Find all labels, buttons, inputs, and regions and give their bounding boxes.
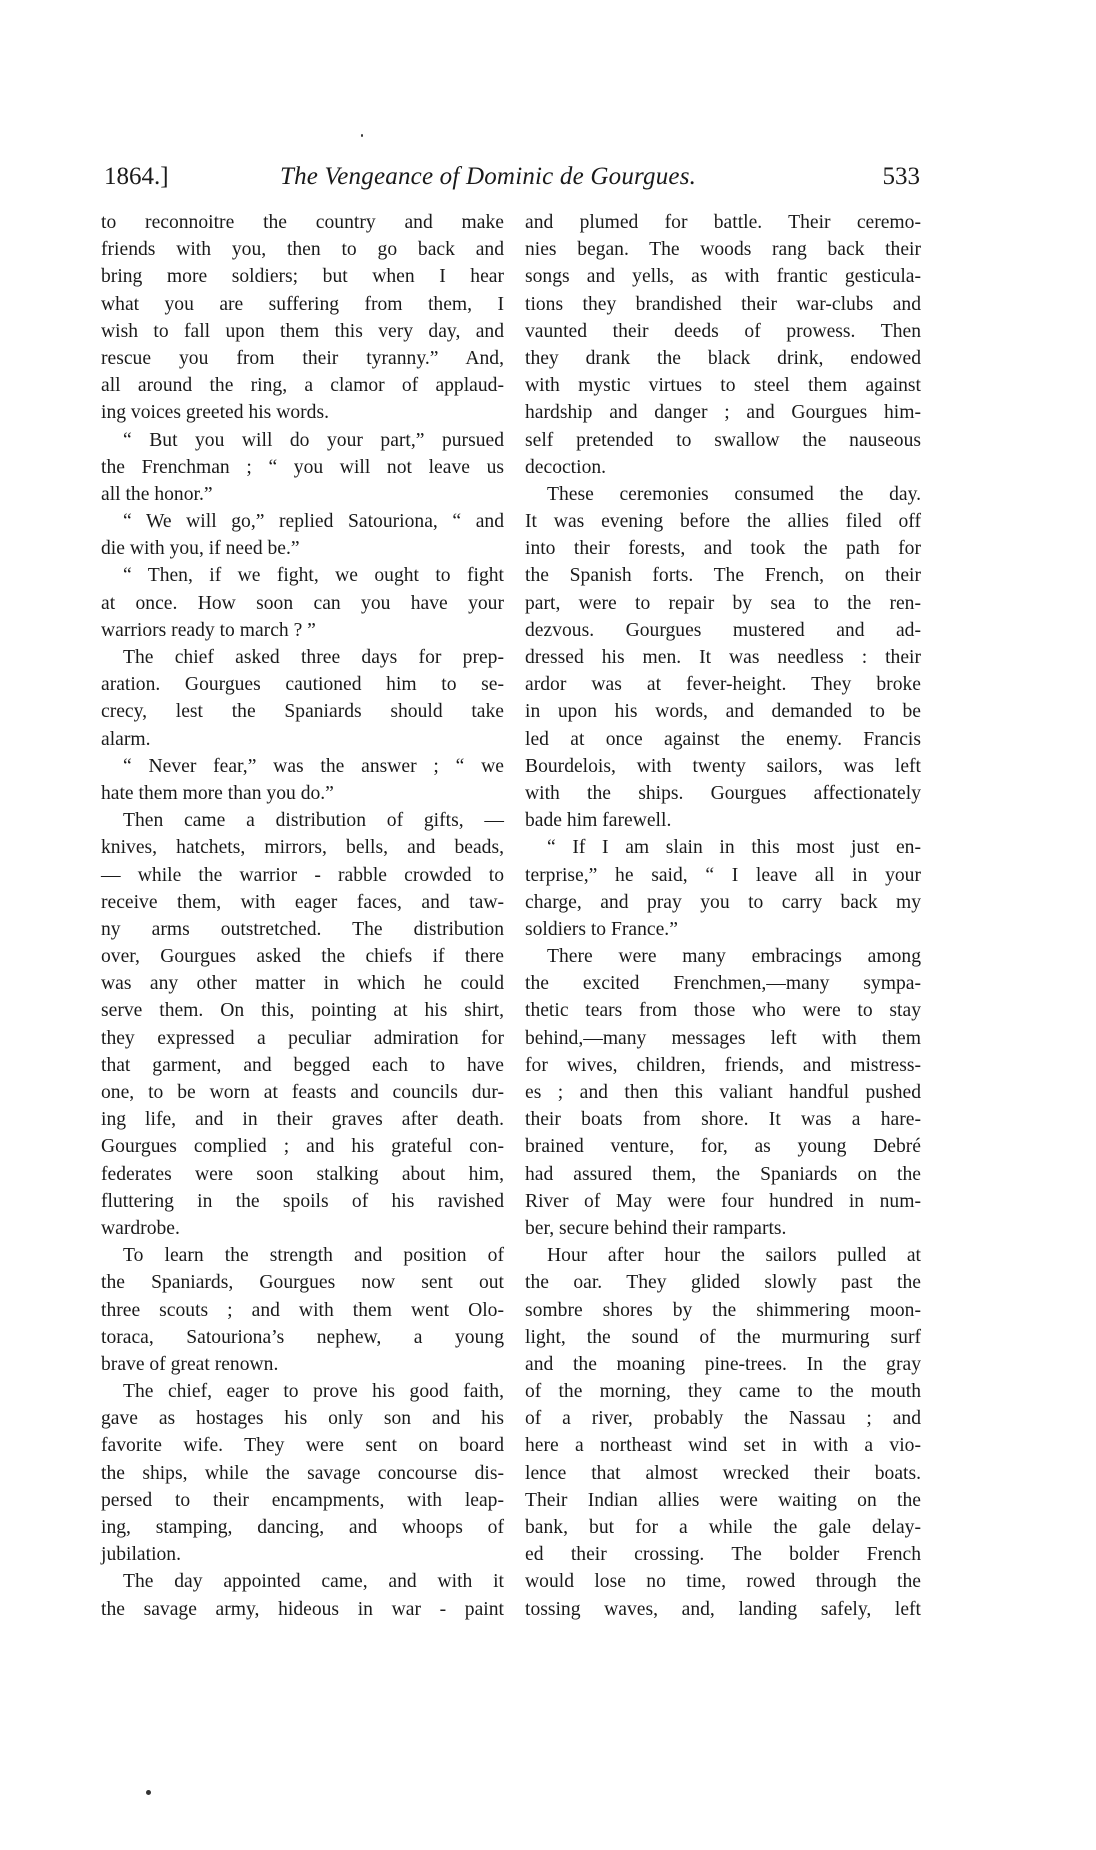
text-line: the Frenchman ; “ you will not leave us — [101, 456, 504, 478]
paragraph — [101, 753, 504, 807]
paragraph — [525, 834, 921, 943]
text-line: It was evening before the allies filed off — [525, 511, 921, 533]
text-line: jubilation. — [101, 1544, 182, 1566]
text-line: thetic tears from those who were to stay — [525, 1000, 921, 1022]
text-line: ny arms outstretched. The distribution — [101, 918, 504, 940]
text-line: behind,—many messages left with them — [525, 1027, 921, 1049]
text-line: receive them, with eager faces, and taw- — [101, 891, 504, 913]
text-line: serve them. On this, pointing at his shirt, — [101, 1000, 504, 1022]
text-line: the excited Frenchmen,—many sympa- — [525, 973, 921, 995]
text-line: bank, but for a while the gale delay- — [525, 1517, 921, 1538]
text-line: alarm. — [101, 728, 151, 750]
text-line: with mystic virtues to steel them against — [525, 375, 921, 397]
text-line: die with you, if need be.” — [101, 538, 300, 560]
text-line: wish to fall upon them this very day, and — [101, 320, 504, 342]
text-line: — while the warrior - rabble crowded to — [101, 864, 504, 886]
page-number: 533 — [882, 163, 920, 190]
text-line: the Spaniards, Gourgues now sent out — [101, 1272, 504, 1294]
text-line: and the moaning pine-trees. In the gray — [525, 1353, 921, 1375]
text-line: one, to be worn at feasts and councils dur- — [101, 1082, 504, 1103]
text-line: “ Then, if we fight, we ought to fight — [123, 565, 504, 587]
paragraph — [525, 209, 921, 481]
text-line: at once. How soon can you have your — [101, 592, 504, 614]
text-line: songs and yells, as with frantic gesticula- — [525, 266, 921, 288]
text-line: River of May were four hundred in num- — [525, 1190, 921, 1212]
text-line: knives, hatchets, mirrors, bells, and beads, — [101, 837, 504, 859]
text-line: hate them more than you do.” — [101, 782, 334, 804]
text-line: friends with you, then to go back and — [101, 239, 504, 261]
text-line: toraca, Satouriona’s nephew, a young — [101, 1326, 504, 1348]
paragraph — [101, 1242, 504, 1378]
text-line: brained venture, for, as young Debré — [525, 1136, 921, 1158]
text-line: Gourgues complied ; and his grateful con- — [101, 1136, 504, 1158]
text-line: federates were soon stalking about him, — [101, 1163, 504, 1185]
text-line: Their Indian allies were waiting on the — [525, 1489, 921, 1511]
text-line: their boats from shore. It was a hare- — [525, 1109, 921, 1131]
text-line: decoction. — [525, 456, 607, 478]
paragraph — [101, 1568, 504, 1622]
text-line: es ; and then this valiant handful pushed — [525, 1082, 921, 1103]
print-speck — [146, 1790, 151, 1795]
paragraph — [101, 427, 504, 509]
paragraph — [525, 481, 921, 834]
text-line: sombre shores by the shimmering moon- — [525, 1299, 921, 1321]
text-line: There were many embracings among — [547, 946, 921, 968]
text-line: of the morning, they came to the mouth — [525, 1381, 921, 1403]
text-line: Hour after hour the sailors pulled at — [547, 1245, 921, 1267]
text-line: vaunted their deeds of prowess. Then — [525, 320, 921, 342]
text-line: what you are suffering from them, I — [101, 293, 504, 315]
text-line: bring more soldiers; but when I hear — [101, 266, 504, 288]
paragraph — [101, 508, 504, 562]
text-line: over, Gourgues asked the chiefs if there — [101, 946, 504, 968]
text-line: persed to their encampments, with leap- — [101, 1489, 504, 1511]
text-line: self pretended to swallow the nauseous — [525, 429, 921, 451]
text-line: dezvous. Gourgues mustered and ad- — [525, 619, 921, 641]
text-line: rescue you from their tyranny.” And, — [101, 347, 504, 369]
text-line: gave as hostages his only son and his — [101, 1408, 504, 1430]
paragraph — [101, 562, 504, 644]
text-line: would lose no time, rowed through the — [525, 1571, 921, 1593]
text-line: in upon his words, and demanded to be — [525, 701, 921, 723]
text-line: brave of great renown. — [101, 1353, 279, 1375]
text-line: the ships, while the savage concourse dis- — [101, 1462, 504, 1484]
text-line: tossing waves, and, landing safely, left — [525, 1598, 921, 1620]
text-line: led at once against the enemy. Francis — [525, 728, 921, 750]
text-line: had assured them, the Spaniards on the — [525, 1163, 921, 1185]
text-line: to reconnoitre the country and make — [101, 212, 504, 233]
text-line: The day appointed came, and with it — [123, 1571, 504, 1593]
text-line: the Spanish forts. The French, on their — [525, 565, 921, 587]
text-line: The chief, eager to prove his good faith, — [123, 1381, 504, 1403]
text-line: wardrobe. — [101, 1217, 180, 1239]
paragraph — [101, 209, 504, 427]
text-line: that garment, and begged each to have — [101, 1054, 504, 1076]
text-line: “ Never fear,” was the answer ; “ we — [123, 755, 504, 777]
text-line: ber, secure behind their ramparts. — [525, 1217, 787, 1239]
text-line: favorite wife. They were sent on board — [101, 1435, 504, 1457]
text-line: terprise,” he said, “ I leave all in your — [525, 864, 921, 886]
paragraph — [101, 644, 504, 753]
text-line: ardor was at fever-height. They broke — [525, 674, 921, 696]
paragraph — [101, 1378, 504, 1568]
text-line: for wives, children, friends, and mistress- — [525, 1054, 921, 1076]
text-line: with the ships. Gourgues affectionately — [525, 782, 921, 804]
text-line: crecy, lest the Spaniards should take — [101, 701, 504, 723]
text-line: nies began. The woods rang back their — [525, 239, 921, 261]
text-line: light, the sound of the murmuring surf — [525, 1326, 921, 1348]
paragraph — [101, 807, 504, 1242]
text-line: and plumed for battle. Their ceremo- — [525, 212, 921, 233]
text-line: bade him farewell. — [525, 810, 672, 832]
text-line: fluttering in the spoils of his ravished — [101, 1190, 504, 1212]
text-line: they expressed a peculiar admiration for — [101, 1027, 504, 1049]
text-line: tions they brandished their war-clubs and — [525, 293, 921, 315]
text-line: ing voices greeted his words. — [101, 402, 329, 424]
running-head-title: The Vengeance of Dominic de Gourgues. — [280, 163, 697, 190]
text-line: soldiers to France.” — [525, 918, 678, 940]
text-line: “ If I am slain in this most just en- — [547, 837, 921, 859]
text-line: into their forests, and took the path for — [525, 538, 921, 560]
running-head-year: 1864.] — [104, 163, 169, 190]
text-line: all around the ring, a clamor of applaud- — [101, 375, 504, 397]
text-line: of a river, probably the Nassau ; and — [525, 1408, 921, 1430]
paragraph — [525, 943, 921, 1242]
text-line: was any other matter in which he could — [101, 973, 504, 995]
text-line: Then came a distribution of gifts, — — [123, 810, 504, 832]
text-line: These ceremonies consumed the day. — [547, 483, 921, 505]
text-line: The chief asked three days for prep- — [123, 647, 504, 668]
text-line: aration. Gourgues cautioned him to se- — [101, 674, 504, 696]
text-line: three scouts ; and with them went Olo- — [101, 1299, 504, 1321]
text-line: warriors ready to march ? ” — [101, 619, 316, 641]
text-line: “ But you will do your part,” pursued — [123, 429, 504, 451]
text-line: Bourdelois, with twenty sailors, was left — [525, 755, 921, 777]
text-line: they drank the black drink, endowed — [525, 347, 921, 369]
text-line: the savage army, hideous in war - paint — [101, 1598, 504, 1620]
text-line: ing, stamping, dancing, and whoops of — [101, 1517, 504, 1538]
text-line: ing life, and in their graves after death. — [101, 1109, 504, 1131]
text-line: ed their crossing. The bolder French — [525, 1544, 921, 1566]
text-column-left — [101, 209, 504, 1623]
text-line: part, were to repair by sea to the ren- — [525, 592, 921, 614]
text-line: lence that almost wrecked their boats. — [525, 1462, 921, 1484]
text-line: To learn the strength and position of — [123, 1245, 504, 1267]
print-speck — [361, 134, 363, 137]
text-line: all the honor.” — [101, 483, 213, 505]
text-line: hardship and danger ; and Gourgues him- — [525, 402, 921, 424]
text-line: the oar. They glided slowly past the — [525, 1272, 921, 1294]
text-line: here a northeast wind set in with a vio- — [525, 1435, 921, 1457]
text-column-right — [525, 209, 921, 1623]
paragraph — [525, 1242, 921, 1623]
text-line: “ We will go,” replied Satouriona, “ and — [123, 511, 504, 533]
text-line: charge, and pray you to carry back my — [525, 891, 921, 913]
text-line: dressed his men. It was needless : their — [525, 647, 921, 668]
